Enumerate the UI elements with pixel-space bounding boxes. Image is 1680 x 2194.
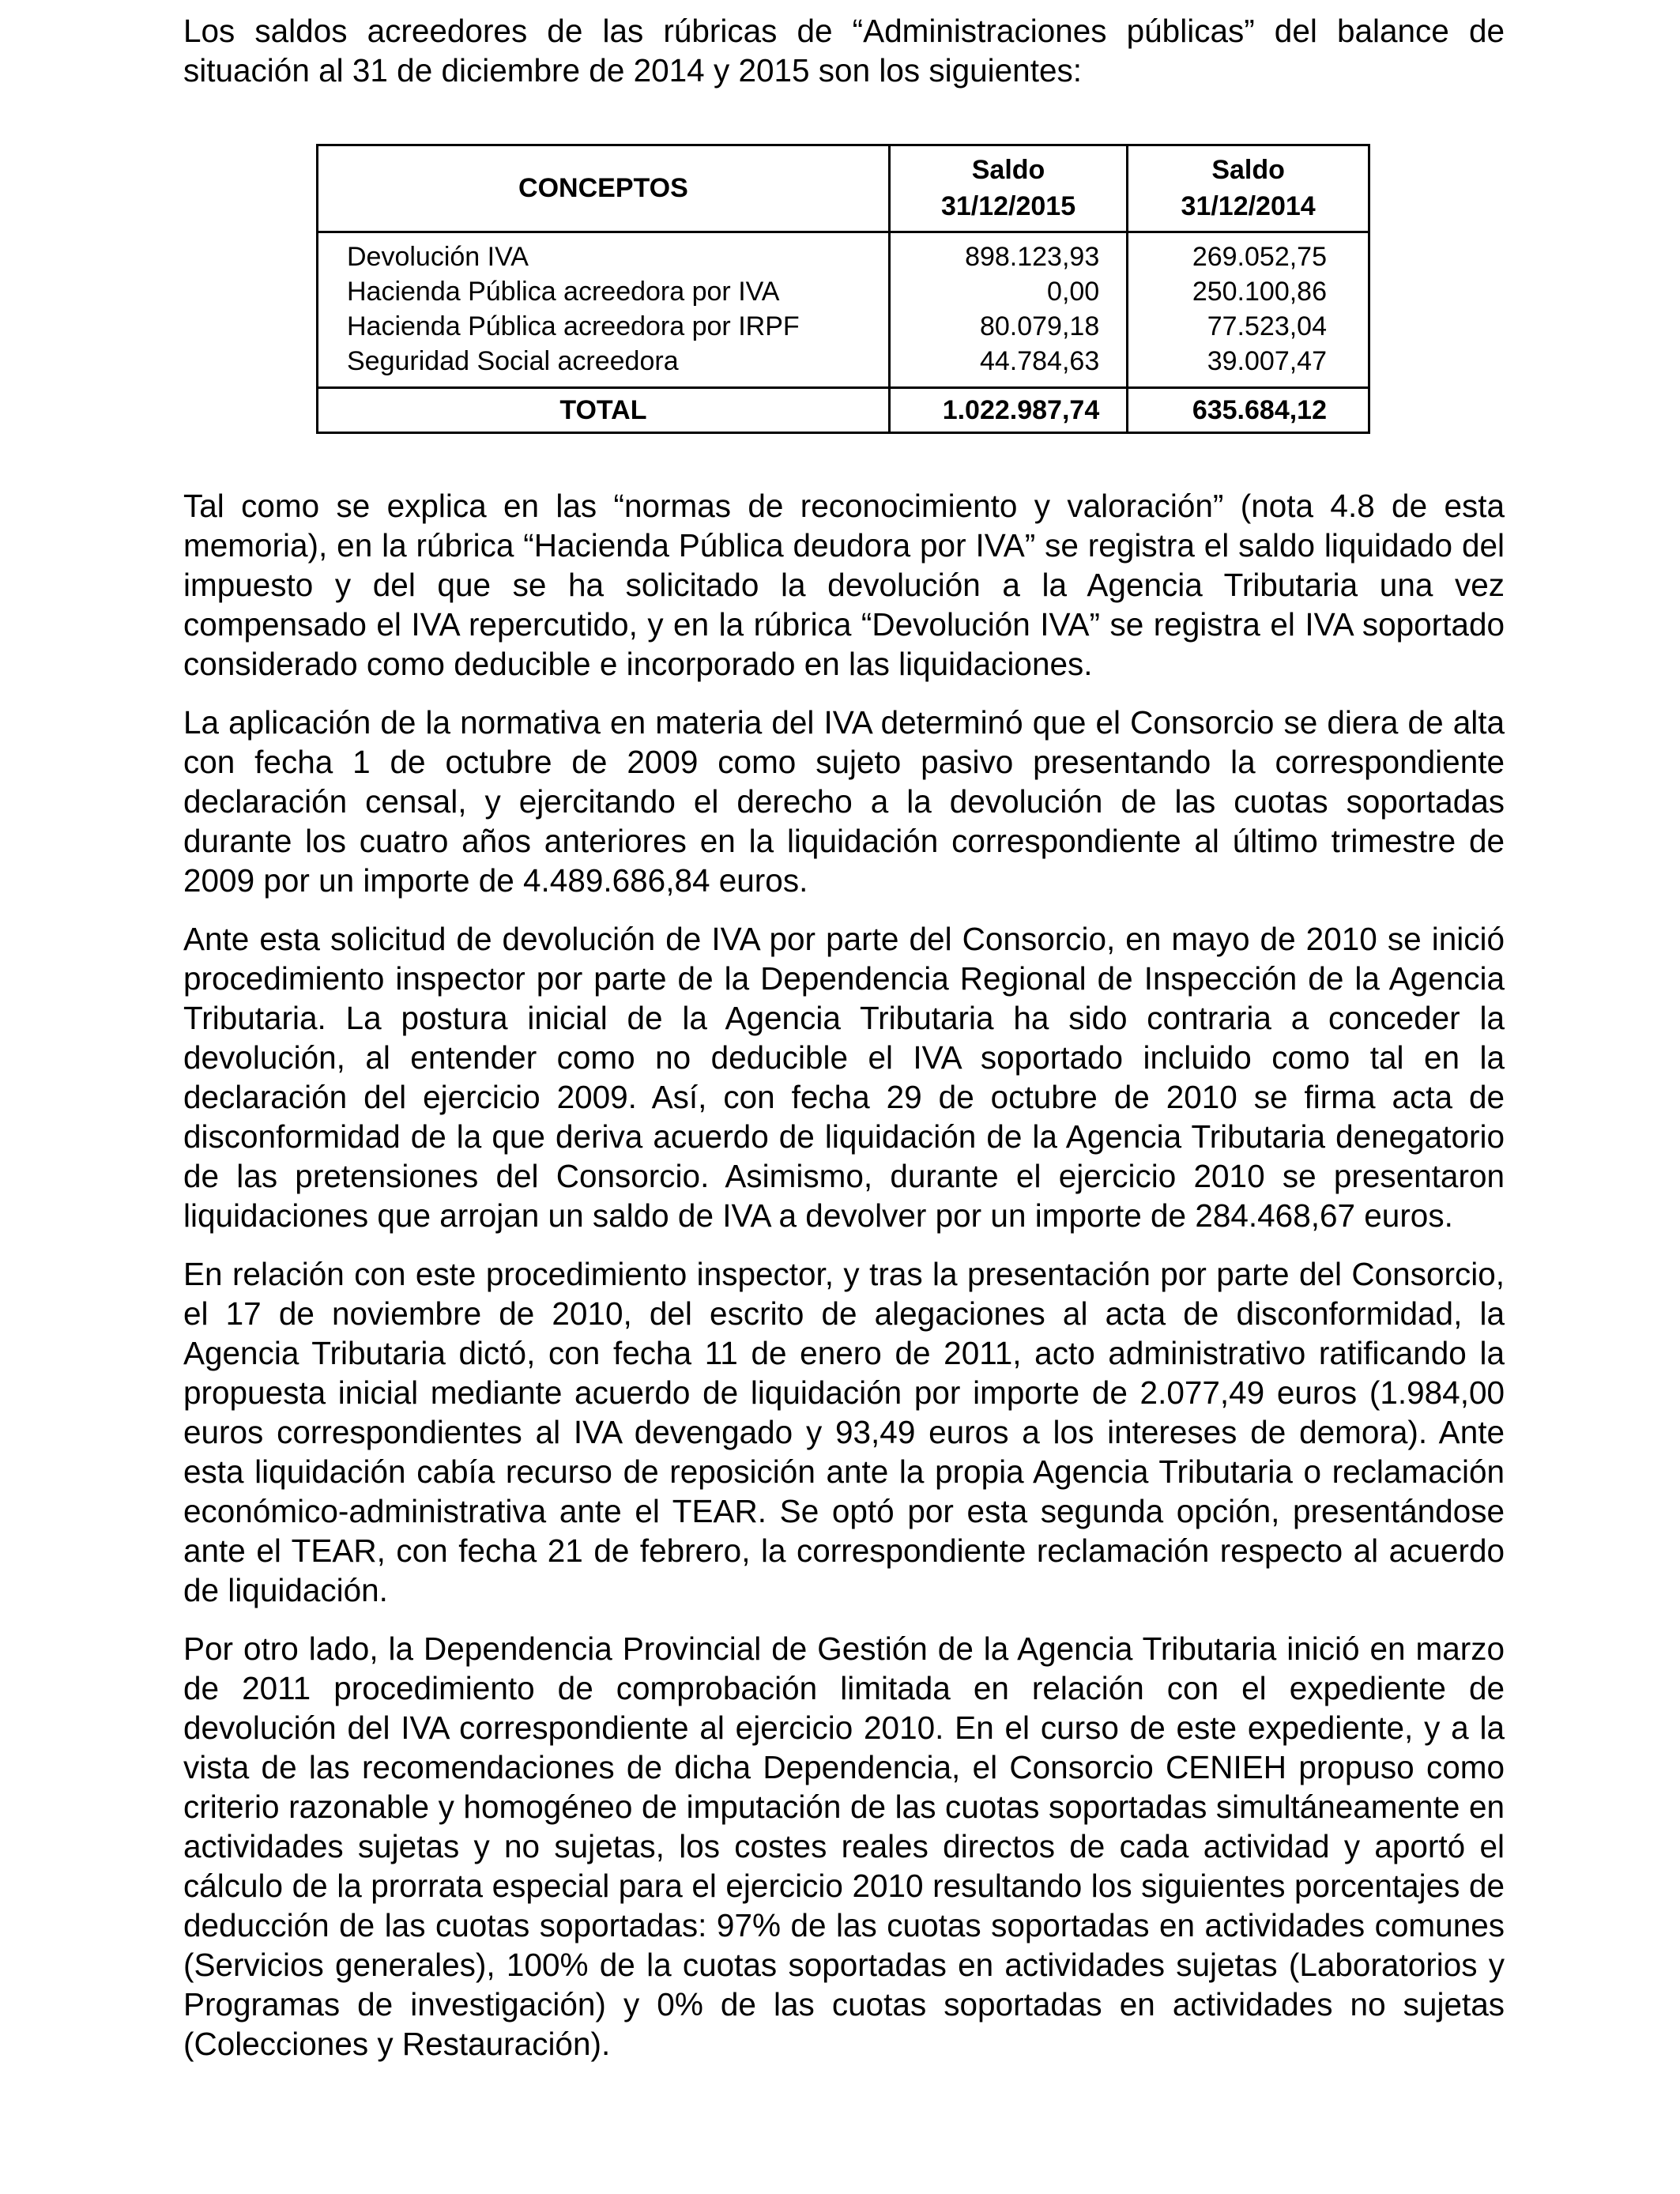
total-label: TOTAL: [318, 387, 889, 432]
table-row: [318, 274, 1368, 309]
paragraph-normativa-iva: La aplicación de la normativa en materia del IVA determinó que el Consorcio se diera de alta con fecha 1 de octubre de 2009 como sujeto pasivo presentando la correspondiente declaración censal, y ejercitando el derecho a la devolución de las cuotas soportadas durante los cuatro años anteriores en la liquidación correspondiente al último trimestre de 2009 por un importe de 4.489.686,84 euros.: [183, 703, 1505, 899]
row-concept: Devolución IVA: [318, 232, 889, 274]
row-concept: Seguridad Social acreedora: [318, 344, 889, 388]
paragraph-alegaciones: En relación con este procedimiento inspector, y tras la presentación por parte del Consorcio, el 17 de noviembre de 2010, del escrito de alegaciones al acta de disconformidad, la Agencia Tributaria dictó, con fecha 11 de enero de 2011, acto administrativo ratificando la propuesta inicial mediante acuerdo de liquidación por importe de 2.077,49 euros (1.984,00 euros correspondientes al IVA devengado y 93,49 euros a los intereses de demora). Ante esta liquidación cabía recurso de reposición ante la propia Agencia Tributaria o reclamación económico-administrativa ante el TEAR. Se optó por esta segunda opción, presentándose ante el TEAR, con fecha 21 de febrero, la correspondiente reclamación respecto al acuerdo de liquidación.: [183, 1255, 1505, 1608]
total-row: [318, 387, 1368, 432]
header-saldo-2014-line2: 31/12/2014: [1181, 191, 1316, 222]
table-header-row: [318, 146, 1368, 232]
table-row: [318, 344, 1368, 388]
row-concept: Hacienda Pública acreedora por IRPF: [318, 309, 889, 344]
row-saldo-2015: 80.079,18: [889, 309, 1127, 344]
row-saldo-2015: 898.123,93: [889, 232, 1127, 274]
row-saldo-2014: 250.100,86: [1192, 276, 1327, 307]
row-concept: Hacienda Pública acreedora por IVA: [318, 274, 889, 309]
row-saldo-2014: 39.007,47: [1207, 345, 1327, 376]
header-saldo-2014-line1: Saldo: [1211, 155, 1285, 186]
header-saldo-2014: [1128, 146, 1368, 232]
balances-table: [316, 144, 1370, 434]
header-saldo-2015: [889, 146, 1127, 232]
document-page: [183, 11, 1505, 2064]
paragraph-normas: Tal como se explica en las “normas de reconocimiento y valoración” (nota 4.8 de esta memoria), en la rúbrica “Hacienda Pública deudora por IVA” se registra el saldo liquidado del impuesto y del que se ha solicitado la devolución a la Agencia Tributaria una vez compensado el IVA repercutido, y en la rúbrica “Devolución IVA” se registra el IVA soportado considerado como deducible e incorporado en las liquidaciones.: [183, 487, 1505, 682]
table-row: [318, 309, 1368, 344]
row-saldo-2015: 44.784,63: [889, 344, 1127, 388]
total-saldo-2015: 1.022.987,74: [889, 387, 1127, 432]
intro-paragraph: Los saldos acreedores de las rúbricas de “Administraciones públicas” del balance de situación al 31 de diciembre de 2014 y 2015 son los siguientes:: [183, 13, 1505, 89]
paragraph-comprobacion-limitada: Por otro lado, la Dependencia Provincial de Gestión de la Agencia Tributaria inició en marzo de 2011 procedimiento de comprobación limitada en relación con el expediente de devolución del IVA correspondiente al ejercicio 2010. En el curso de este expediente, y a la vista de las recomendaciones de dicha Dependencia, el Consorcio CENIEH propuso como criterio razonable y homogéneo de imputación de las cuotas soportadas simultáneamente en actividades sujetas y no sujetas, los costes reales directos de cada actividad y aportó el cálculo de la prorrata especial para el ejercicio 2010 resultando los siguientes porcentajes de deducción de las cuotas soportadas: 97% de las cuotas soportadas en actividades comunes (Servicios generales), 100% de la cuotas soportadas en actividades sujetas (Laboratorios y Programas de investigación) y 0% de las cuotas soportadas en actividades no sujetas (Colecciones y Restauración).: [183, 1630, 1505, 2062]
row-saldo-2015: 0,00: [889, 274, 1127, 309]
table-row: [318, 232, 1368, 274]
header-saldo-2015-line2: 31/12/2015: [940, 191, 1076, 222]
row-saldo-2014: 77.523,04: [1207, 311, 1327, 341]
header-saldo-2015-line1: Saldo: [971, 155, 1045, 186]
row-saldo-2014: 269.052,75: [1192, 241, 1327, 272]
total-saldo-2014: 635.684,12: [1128, 387, 1368, 432]
header-concepts: CONCEPTOS: [318, 146, 889, 232]
paragraph-procedimiento-inspector: Ante esta solicitud de devolución de IVA por parte del Consorcio, en mayo de 2010 se inició procedimiento inspector por parte de la Dependencia Regional de Inspección de la Agencia Tributaria. La postura inicial de la Agencia Tributaria ha sido contraria a conceder la devolución, al entender como no deducible el IVA soportado incluido como tal en la declaración del ejercicio 2009. Así, con fecha 29 de octubre de 2010 se firma acta de disconformidad de la que deriva acuerdo de liquidación de la Agencia Tributaria denegatorio de las pretensiones del Consorcio. Asimismo, durante el ejercicio 2010 se presentaron liquidaciones que arrojan un saldo de IVA a devolver por un importe de 284.468,67 euros.: [183, 920, 1505, 1234]
